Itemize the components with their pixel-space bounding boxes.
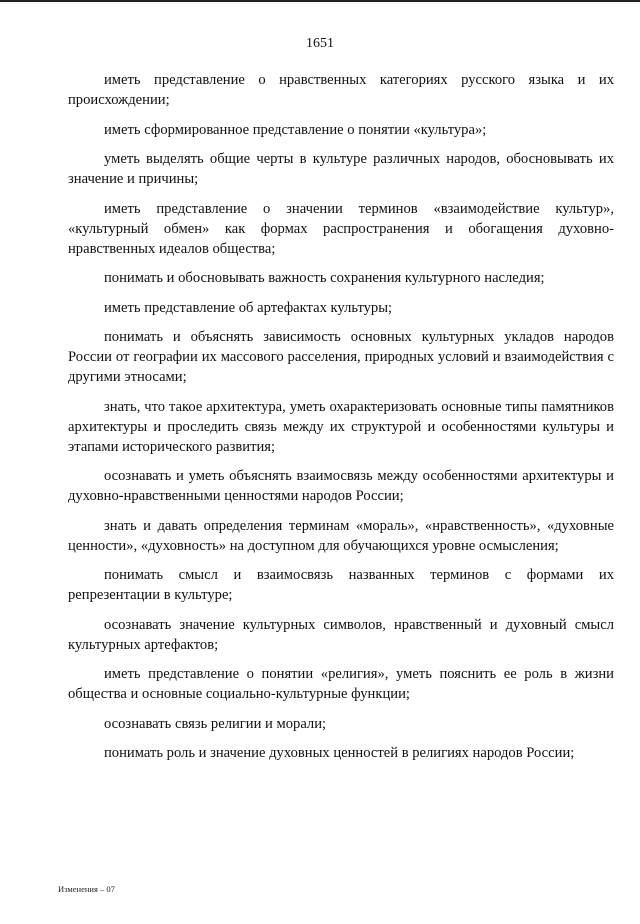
paragraph: осознавать значение культурных символов, нравственный и духовный смысл культурных артефактов; [68, 616, 614, 653]
paragraph: понимать и объяснять зависимость основных культурных укладов народов России от географии их массового расселения, природных условий и взаимодействия с другими этносами; [68, 329, 614, 385]
paragraph: понимать роль и значение духовных ценностей в религиях народов России; [104, 745, 575, 761]
paragraph: понимать и обосновывать важность сохранения культурного наследия; [104, 270, 545, 286]
paragraph: иметь представление о значении терминов «взаимодействие культур», «культурный обмен» как формах распространения и обогащения духовно-нравственных идеалов общества; [68, 200, 614, 257]
paragraph: уметь выделять общие черты в культуре различных народов, обосновывать их значение и причины; [68, 151, 614, 187]
page-number: 1651 [306, 36, 334, 51]
document-body [68, 70, 614, 773]
top-border-line [0, 0, 640, 2]
paragraph: иметь сформированное представление о понятии «культура»; [104, 121, 487, 138]
paragraph: понимать смысл и взаимосвязь названных терминов с формами их репрезентации в культуре; [68, 567, 614, 603]
revision-footer: Изменения – 07 [58, 884, 115, 894]
paragraph: осознавать связь религии и морали; [104, 715, 327, 732]
paragraph: иметь представление о нравственных категориях русского языка и их происхождении; [68, 72, 614, 108]
paragraph: знать, что такое архитектура, уметь охарактеризовать основные типы памятников архитектуры и проследить связь между их структурой и особенностями культуры и этапами исторического развития; [68, 398, 614, 455]
paragraph: иметь представление о понятии «религия», уметь пояснить ее роль в жизни общества и основные социально-культурные функции; [68, 666, 614, 702]
paragraph: знать и давать определения терминам «мораль», «нравственность», «духовные ценности», «духовность» на доступном для обучающихся уровне осмысления; [68, 517, 614, 554]
paragraph: осознавать и уметь объяснять взаимосвязь между особенностями архитектуры и духовно-нравственными ценностями народов России; [68, 468, 614, 504]
paragraph: иметь представление об артефактах культуры; [104, 299, 393, 316]
